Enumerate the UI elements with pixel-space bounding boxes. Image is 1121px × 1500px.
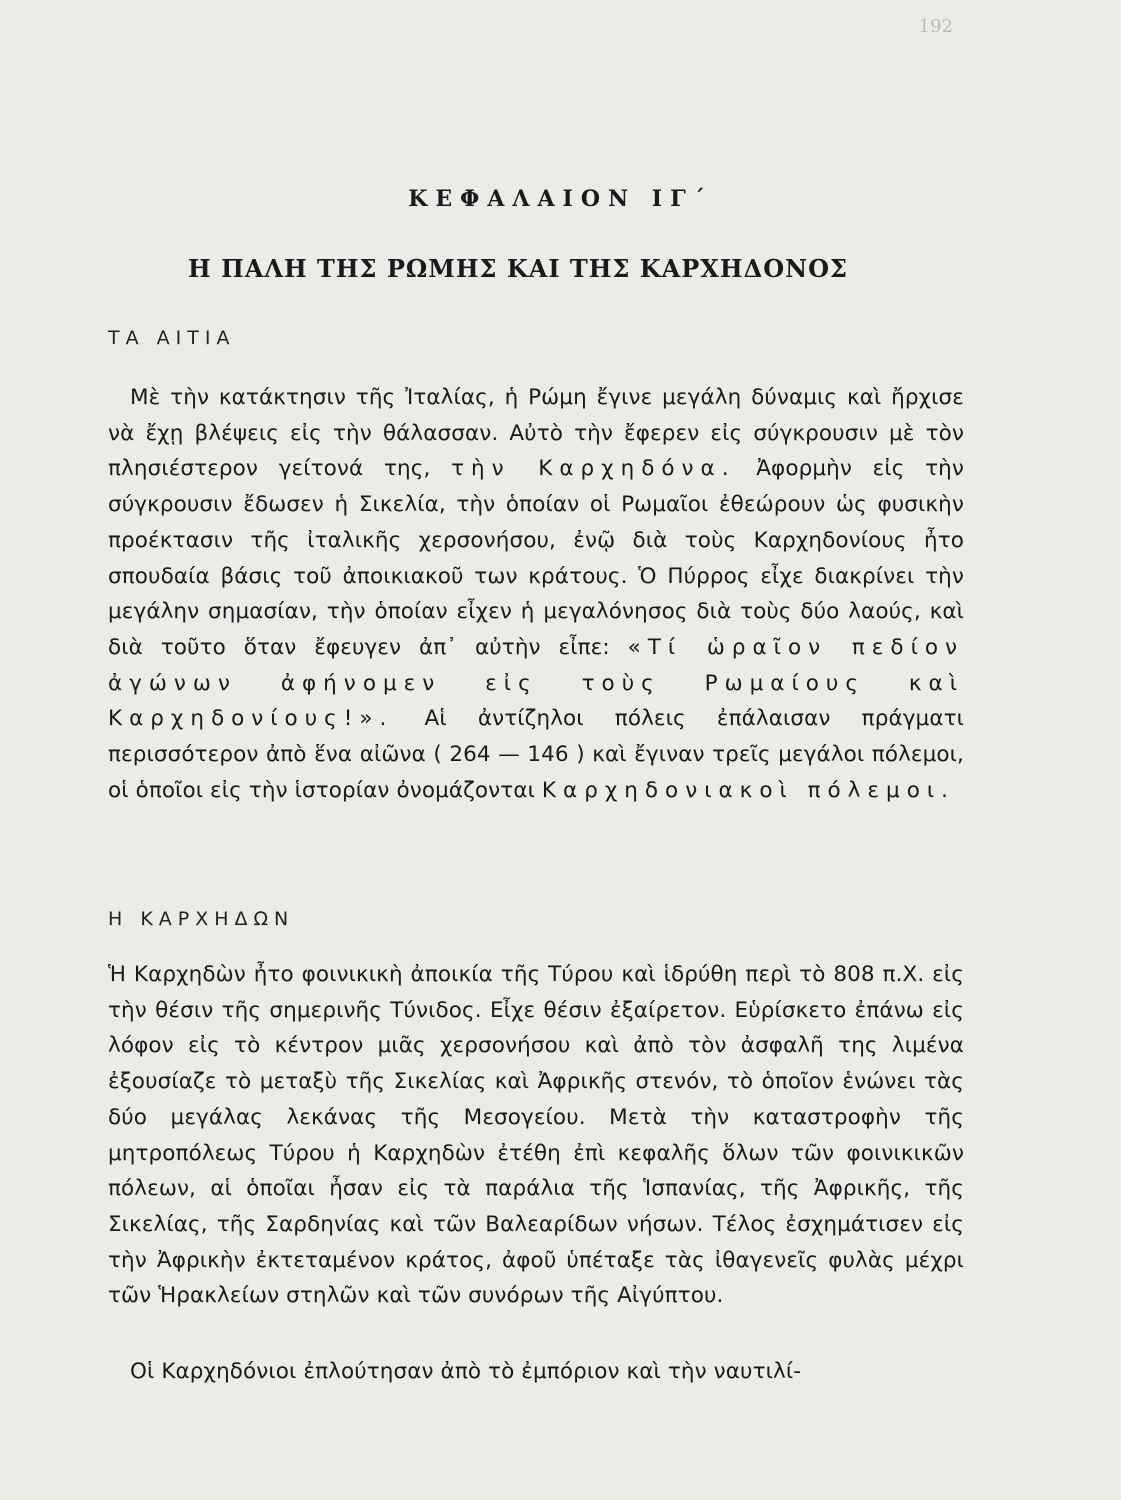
chapter-title: Η ΠΑΛΗ ΤΗΣ ΡΩΜΗΣ ΚΑΙ ΤΗΣ ΚΑΡΧΗΔΟΝΟΣ — [188, 254, 848, 283]
emphasis-carthage: τὴν Καρχηδόνα. — [451, 456, 736, 482]
page-number: 192 — [918, 16, 953, 37]
chapter-label: ΚΕΦΑΛΑΙΟΝ ΙΓ΄ — [408, 186, 713, 212]
paragraph-causes — [108, 380, 964, 890]
emphasis-punic-wars: Καρχηδονιακοὶ πόλεμοι. — [541, 777, 955, 803]
paragraph-causes-text-c: Αἱ ἀντίζηλοι πόλεις ἐπάλαισαν πράγματι περισσότερον ἀπὸ ἕνα αἰῶνα ( 264 — 146 ) καὶ ἔγιναν τρεῖς μεγάλοι πόλεμοι, οἱ ὁποῖοι εἰς τὴν ἱστορίαν ὀνομάζονται — [108, 706, 965, 803]
section-heading-causes: ΤΑ ΑΙΤΙΑ — [108, 327, 236, 349]
paragraph-causes-text-a: Μὲ τὴν κατάκτησιν τῆς Ἰταλίας, ἡ Ρώμη ἔγινε μεγάλη δύναμις καὶ ἤρχισε νὰ ἔχῃ βλέψεις εἰς τὴν θάλασσαν. Αὐτὸ τὴν ἔφερεν εἰς σύγκρουσιν μὲ τὸν πλησιέστερον γείτονά της, — [108, 385, 964, 482]
section-heading-carthage: Η ΚΑΡΧΗΔΩΝ — [108, 908, 295, 930]
pyrrhus-quote: «Τί ὡραῖον πεδίον ἀγώνων ἀφήνομεν εἰς τοὺς Ρωμαίους καὶ Καρχηδονίους!». — [108, 634, 965, 732]
paragraph-causes-text-b: Ἀφορμὴν εἰς τὴν σύγκρουσιν ἔδωσεν ἡ Σικελία, τὴν ὁποίαν οἱ Ρωμαῖοι ἐθεώρουν ὡς φυσικὴν προέκτασιν τῆς ἰταλικῆς χερσονήσου, ἐνῷ διὰ τοὺς Καρχηδονίους ἦτο σπουδαία βάσις τοῦ ἀποικιακοῦ των κράτους. Ὁ Πύρρος εἶχε διακρίνει τὴν μεγάλην σημασίαν, τὴν ὁποίαν εἶχεν ἡ μεγαλόνησος διὰ τοὺς δύο λαούς, καὶ διὰ τοῦτο ὅταν ἔφευγεν ἀπ᾽ αὐτὴν εἶπε: — [108, 456, 964, 660]
paragraph-carthage: Ἡ Καρχηδὼν ἦτο φοινικικὴ ἀποικία τῆς Τύρου καὶ ἱδρύθη περὶ τὸ 808 π.Χ. εἰς τὴν θέσιν τῆς σημερινῆς Τύνιδος. Εἶχε θέσιν ἐξαίρετον. Εὑρίσκετο ἐπάνω εἰς λόφον εἰς τὸ κέντρον μιᾶς χερσονήσου καὶ ἀπὸ τὸν ἀσφαλῆ της λιμένα ἐξουσίαζε τὸ μεταξὺ τῆς Σικελίας καὶ Ἀφρικῆς στενόν, τὸ ὁποῖον ἑνώνει τὰς δύο μεγάλας λεκάνας τῆς Μεσογείου. Μετὰ τὴν καταστροφὴν τῆς μητροπόλεως Τύρου ἡ Καρχηδὼν ἐτέθη ἐπὶ κεφαλῆς ὅλων τῶν φοινικικῶν πόλεων, αἱ ὁποῖαι ἦσαν εἰς τὰ παράλια τῆς Ἱσπανίας, τῆς Ἀφρικῆς, τῆς Σικελίας, τῆς Σαρδηνίας καὶ τῶν Βαλεαρίδων νήσων. Τέλος ἐσχημάτισεν εἰς τὴν Ἀφρικὴν ἐκτεταμένον κράτος, ἀφοῦ ὑπέταξε τὰς ἰθαγενεῖς φυλὰς μέχρι τῶν Ἡρακλείων στηλῶν καὶ τῶν συνόρων τῆς Αἰγύπτου. — [108, 962, 964, 1309]
paragraph-carthage-wealth: Οἱ Καρχηδόνιοι ἐπλούτησαν ἀπὸ τὸ ἐμπόριον καὶ τὴν ναυτιλί- — [130, 1359, 802, 1384]
